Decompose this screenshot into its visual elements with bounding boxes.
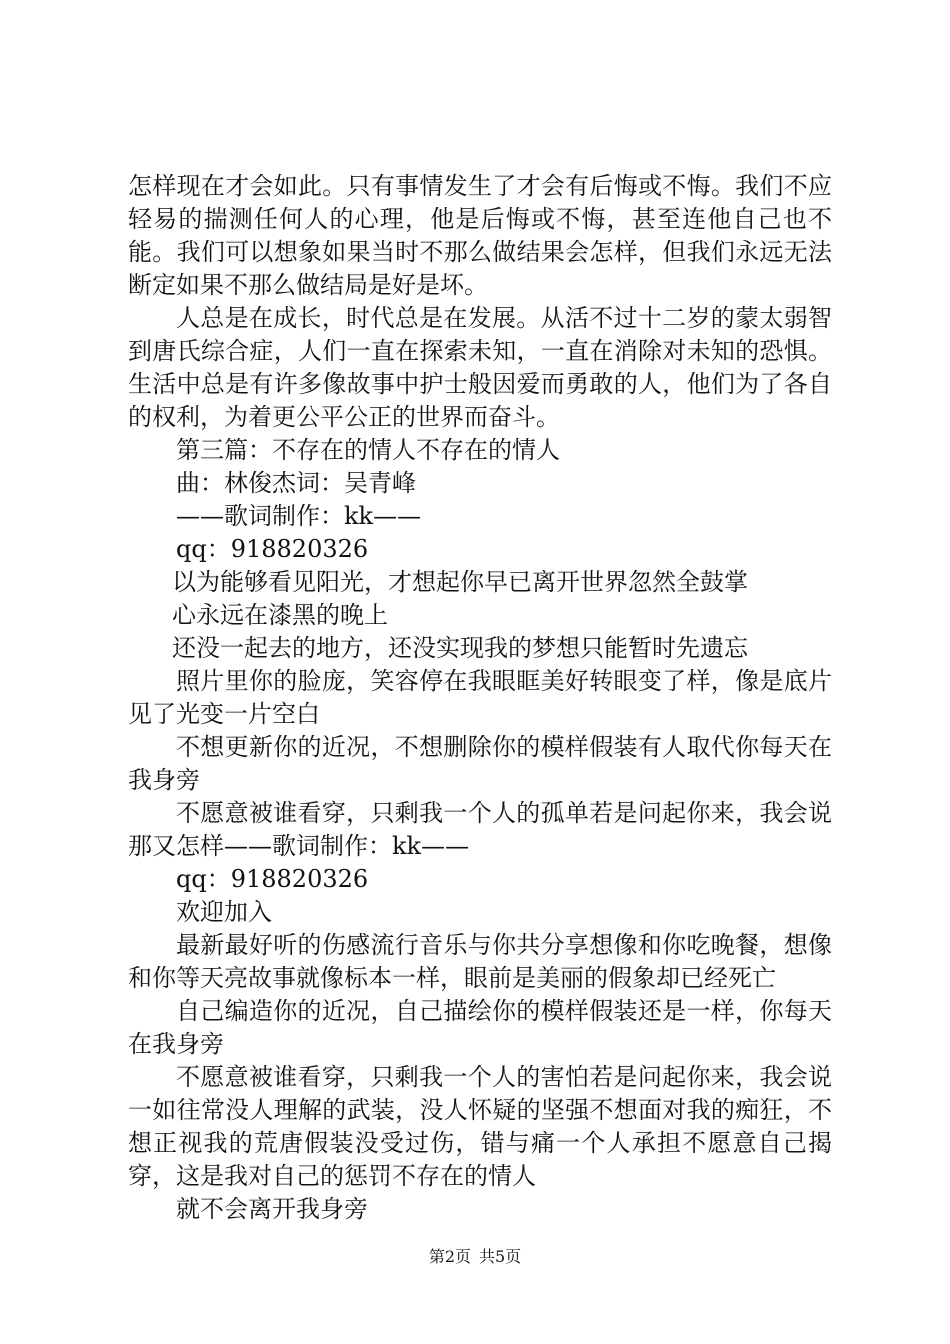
section-heading: 第三篇：不存在的情人不存在的情人 [176,436,560,464]
lyric-line-2: 心永远在漆黑的晚上 [172,601,388,629]
page-number: 第2页 [428,1247,471,1266]
page-footer [0,1244,950,1267]
welcome-line: 欢迎加入 [176,898,272,926]
lyric-line-5: 不想更新你的近况，不想删除你的模样假装有人取代你每天在我身旁 [128,733,832,794]
lyric-line-7: 最新最好听的伤感流行音乐与你共分享想像和你吃晚餐，想像和你等天亮故事就像标本一样，眼前是美丽的假象却已经死亡 [128,931,832,992]
lyric-line-3: 还没一起去的地方，还没实现我的梦想只能暂时先遗忘 [172,634,748,662]
lyrics-maker-line: ——歌词制作：kk—— [176,502,422,530]
lyric-line-9: 不愿意被谁看穿，只剩我一个人的害怕若是问起你来，我会说一如往常没人理解的武装，没人怀疑的坚强不想面对我的痴狂，不想正视我的荒唐假装没受过伤，错与痛一个人承担不愿意自己揭穿，这是我对自己的惩罚不存在的情人 [128,1063,832,1190]
lyric-line-10: 就不会离开我身旁 [176,1195,368,1223]
lyric-line-1: 以为能够看见阳光，才想起你早已离开世界忽然全鼓掌 [172,568,748,596]
credits-line: 曲：林俊杰词：吴青峰 [176,469,416,497]
paragraph-1: 怎样现在才会如此。只有事情发生了才会有后悔或不悔。我们不应轻易的揣测任何人的心理，他是后悔或不悔，甚至连他自己也不能。我们可以想象如果当时不那么做结果会怎样，但我们永远无法断定如果不那么做结局是好是坏。 [128,172,832,299]
qq-line-2: qq：918820326 [176,865,369,893]
document-body [128,170,832,1226]
qq-line: qq：918820326 [176,535,369,563]
lyric-line-6: 不愿意被谁看穿，只剩我一个人的孤单若是问起你来，我会说那又怎样——歌词制作：kk—— [128,799,832,860]
page-total: 共5页 [479,1247,522,1266]
lyric-line-4: 照片里你的脸庞，笑容停在我眼眶美好转眼变了样，像是底片见了光变一片空白 [128,667,832,728]
lyric-line-8: 自己编造你的近况，自己描绘你的模样假装还是一样，你每天在我身旁 [128,997,832,1058]
paragraph-2: 人总是在成长，时代总是在发展。从活不过十二岁的蒙太弱智到唐氏综合症，人们一直在探索未知，一直在消除对未知的恐惧。生活中总是有许多像故事中护士般因爱而勇敢的人，他们为了各自的权利，为着更公平公正的世界而奋斗。 [128,304,832,431]
